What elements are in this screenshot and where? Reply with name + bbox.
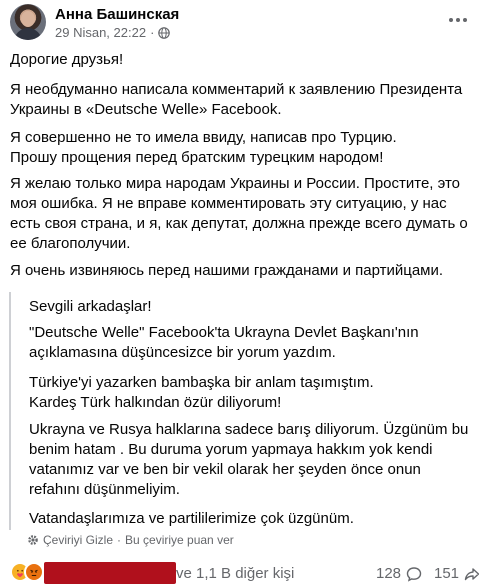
dot-icon [463,18,467,22]
gear-icon [27,534,39,546]
more-options-button[interactable] [446,10,470,30]
original-paragraph [10,261,472,281]
author-avatar[interactable] [10,4,46,40]
avatar-body [14,28,42,40]
translation-paragraph [29,509,469,529]
translation-text: Türkiye'yi yazarken bambaşka bir anlam taşımıştım. Kardeş Türk halkından özür diliyorum! [29,374,374,411]
translation-controls [27,533,234,547]
angry-reaction-icon[interactable] [24,562,44,582]
translation-paragraph [29,323,469,363]
rate-translation-link[interactable]: Bu çeviriye puan ver [125,533,234,547]
original-paragraph [10,50,472,70]
meta-separator: · [150,25,155,40]
translation-quote-bar [9,292,11,530]
translation-separator: · [117,533,122,547]
translation-text: Ukrayna ve Rusya halklarına sadece barış diliyorum. Üzgünüm bu benim hatam . Bu duruma yorum yapmaya hakkım yok kendi vatanımız var ve ben bir vekil olarak her şeyden önce onun refahını düşünmeliyim. [29,421,469,498]
original-text: Дорогие друзья! [10,51,124,68]
globe-icon [158,27,170,39]
dot-icon [456,18,460,22]
reaction-summary[interactable]: ve 1,1 B diğer kişi [176,565,295,582]
original-text: Я желаю только мира народам Украины и России. Простите, это моя ошибка. Я не вправе комментировать эту ситуацию, у нас есть своя страна, и я, как депутат, должна прежде всего думать о ее благополучии. [10,175,468,252]
post-timestamp[interactable]: 29 Nisan, 22:22 [55,25,147,40]
post-header [10,4,470,40]
share-count: 151 [434,565,460,582]
translation-text: Vatandaşlarımıza ve partililerimize çok üzgünüm. [29,510,354,527]
translation-paragraph [29,297,469,317]
post-footer [10,560,472,586]
share-icon [464,566,479,582]
author-name[interactable]: Анна Башинская [55,6,180,23]
shares-count-button[interactable] [434,565,479,582]
translation-text: "Deutsche Welle" Facebook'ta Ukrayna Devlet Başkanı'nın açıklamasına düşüncesizce bir yorum yazdım. [29,324,419,361]
redacted-names [44,562,176,584]
translation-paragraph [29,420,469,500]
avatar-face [21,11,35,27]
comment-count: 128 [376,565,402,582]
original-text: Я необдуманно написала комментарий к заявлению Президента Украины в «Deutsche Welle» Facebook. [10,81,463,118]
translation-text: Sevgili arkadaşlar! [29,298,152,315]
comment-icon [406,566,422,582]
hide-translation-link[interactable]: Çeviriyi Gizle [43,533,114,547]
original-paragraph [10,80,472,120]
original-paragraph [10,128,472,168]
original-text: Я очень извиняюсь перед нашими гражданами и партийцами. [10,262,444,279]
original-text: Я совершенно не то имела ввиду, написав про Турцию. Прошу прощения перед братским турецким народом! [10,129,397,166]
angry-face-icon [27,565,41,579]
original-paragraph [10,174,472,254]
dot-icon [449,18,453,22]
translation-paragraph [29,373,469,413]
comments-count-button[interactable] [376,565,422,582]
post-meta [55,25,170,40]
